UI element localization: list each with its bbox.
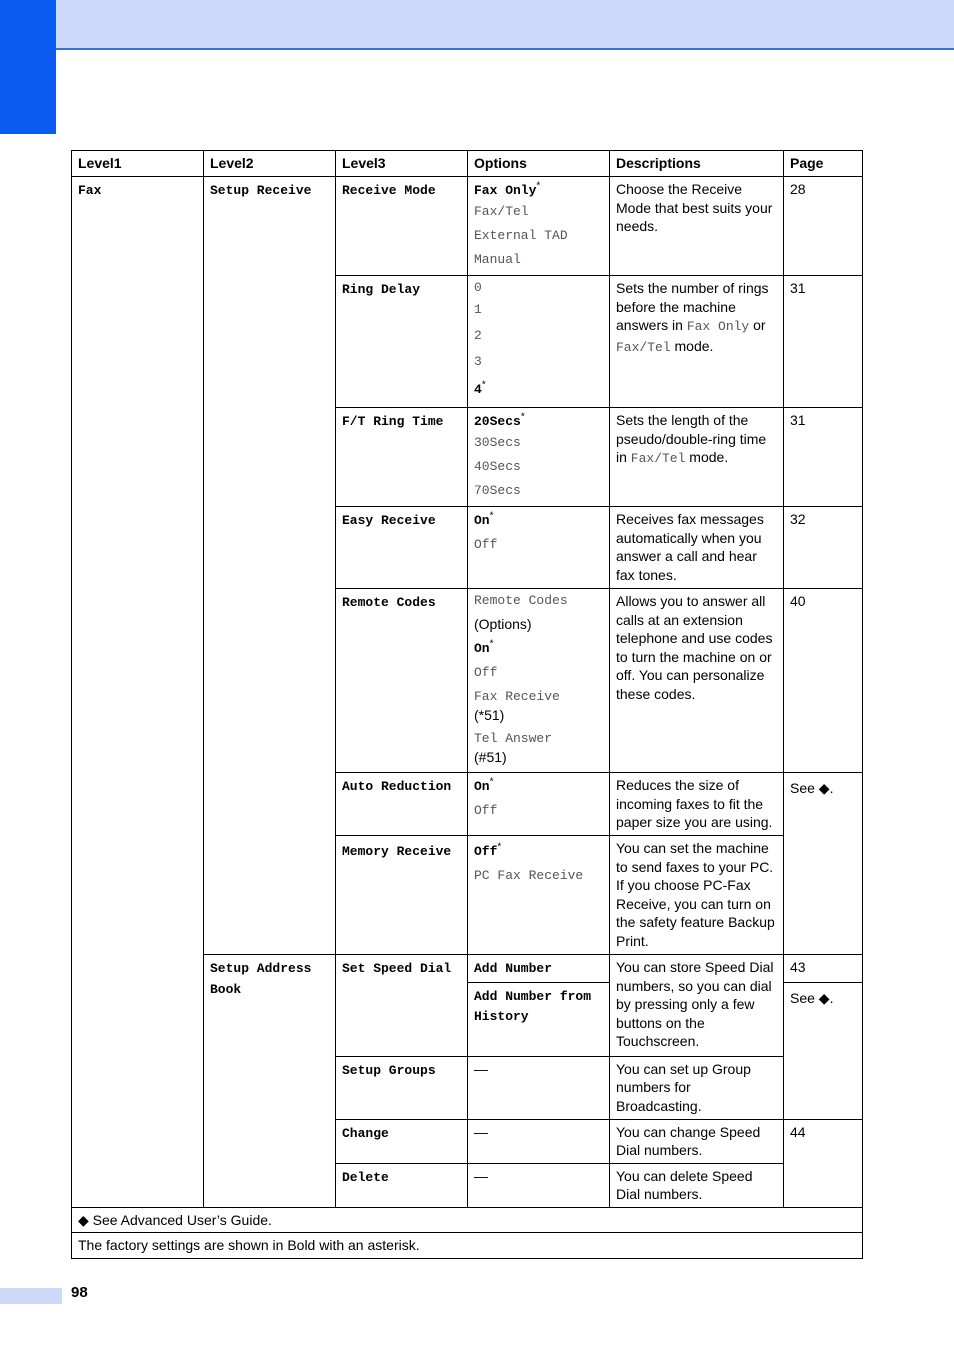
page-ref: 31 — [784, 276, 863, 408]
options-cell — [468, 408, 610, 507]
table-note-row — [72, 1233, 863, 1259]
option: Add Number — [474, 961, 553, 976]
level3-cell — [336, 276, 468, 408]
level2-setup-receive: Setup Receive — [210, 183, 312, 198]
page-ref: 28 — [784, 177, 863, 276]
level1-fax: Fax — [78, 183, 102, 198]
table-header-row — [72, 151, 863, 177]
header-level3: Level3 — [336, 151, 468, 177]
option-default: 4 — [474, 382, 482, 397]
options-cell — [468, 773, 610, 836]
level3-set-speed-dial: Set Speed Dial — [342, 961, 452, 976]
asterisk: * — [489, 510, 494, 522]
level2-cell — [204, 955, 336, 1208]
description: You can delete Speed Dial numbers. — [610, 1163, 784, 1207]
level3-receive-mode: Receive Mode — [342, 183, 436, 198]
header-descriptions: Descriptions — [610, 151, 784, 177]
option: 40Secs — [474, 459, 521, 474]
description: Choose the Receive Mode that best suits your needs. — [610, 177, 784, 276]
option: Off — [474, 803, 498, 818]
option: 30Secs — [474, 435, 521, 450]
level3-cell — [336, 1056, 468, 1119]
header-page: Page — [784, 151, 863, 177]
options-cell — [468, 276, 610, 408]
option-default: 20Secs — [474, 414, 521, 429]
asterisk: * — [497, 841, 502, 853]
page-ref: 44 — [784, 1119, 863, 1207]
asterisk: * — [489, 776, 494, 788]
option: 70Secs — [474, 483, 521, 498]
options-cell: — — [468, 1163, 610, 1207]
option: Remote Codes — [474, 593, 568, 608]
header-level2: Level2 — [204, 151, 336, 177]
header-band — [56, 0, 954, 50]
description: You can set up Group numbers for Broadcasting. — [610, 1056, 784, 1119]
level3-cell — [336, 955, 468, 1057]
level2-setup-address-book: Setup Address Book — [210, 961, 312, 997]
description: Allows you to answer all calls at an extension telephone and use codes to turn the machine on or off. You can personalize these codes. — [610, 589, 784, 773]
option: Off — [474, 537, 498, 552]
level3-delete: Delete — [342, 1169, 389, 1185]
options-cell: — — [468, 1119, 610, 1163]
chapter-tab — [0, 0, 56, 134]
option-default: On — [474, 779, 490, 794]
note-advanced-guide: ◆ See Advanced User’s Guide. — [72, 1207, 863, 1233]
table-note-row — [72, 1207, 863, 1233]
option: Tel Answer — [474, 731, 553, 746]
settings-table — [71, 150, 863, 1259]
option-default: Off — [474, 844, 498, 859]
description: You can change Speed Dial numbers. — [610, 1119, 784, 1163]
level3-cell — [336, 773, 468, 836]
page-number: 98 — [71, 1284, 88, 1301]
description: Sets the length of the pseudo/double-ring time in Fax/Tel mode. — [610, 408, 784, 507]
page-ref: 40 — [784, 589, 863, 773]
option: Off — [474, 665, 498, 680]
table-row — [72, 177, 863, 276]
note-factory-settings: The factory settings are shown in Bold with an asterisk. — [72, 1233, 863, 1259]
option-note: (*51) — [474, 707, 505, 723]
option-default: On — [474, 641, 490, 656]
option: PC Fax Receive — [474, 868, 584, 883]
option: External TAD — [474, 228, 568, 243]
options-cell — [468, 507, 610, 589]
options-cell — [468, 177, 610, 276]
level3-memory-receive: Memory Receive — [342, 844, 452, 859]
option-default: Fax Only — [474, 183, 537, 198]
level3-easy-receive: Easy Receive — [342, 513, 436, 528]
page-ref: See ◆. — [784, 982, 863, 1119]
option-note: (#51) — [474, 749, 507, 765]
option: 1 — [474, 302, 482, 317]
option: Manual — [474, 252, 521, 267]
level3-change: Change — [342, 1125, 389, 1141]
option-default: On — [474, 513, 490, 528]
asterisk: * — [520, 411, 525, 423]
level3-setup-groups: Setup Groups — [342, 1062, 436, 1078]
level3-auto-reduction: Auto Reduction — [342, 779, 452, 794]
level3-cell — [336, 589, 468, 773]
level3-cell — [336, 836, 468, 955]
options-cell — [468, 836, 610, 955]
header-level1: Level1 — [72, 151, 204, 177]
level3-ft-ring-time: F/T Ring Time — [342, 414, 444, 429]
option: 2 — [474, 328, 482, 343]
level3-cell — [336, 1119, 468, 1163]
page-ref: 32 — [784, 507, 863, 589]
level2-cell — [204, 177, 336, 955]
level3-cell — [336, 1163, 468, 1207]
options-cell: — — [468, 1056, 610, 1119]
description: Reduces the size of incoming faxes to fit the paper size you are using. — [610, 773, 784, 836]
asterisk: * — [489, 638, 494, 650]
header-options: Options — [468, 151, 610, 177]
level1-cell — [72, 177, 204, 1208]
level3-cell — [336, 408, 468, 507]
level3-remote-codes: Remote Codes — [342, 595, 436, 610]
options-cell — [468, 982, 610, 1056]
asterisk: * — [536, 180, 541, 192]
level3-ring-delay: Ring Delay — [342, 282, 421, 297]
option: Add Number from History — [474, 988, 592, 1024]
description: Receives fax messages automatically when you answer a call and hear fax tones. — [610, 507, 784, 589]
description: You can set the machine to send faxes to your PC. If you choose PC-Fax Receive, you can turn on the safety feature Backup Print. — [610, 836, 784, 955]
level3-cell — [336, 177, 468, 276]
asterisk: * — [481, 379, 486, 391]
option: Fax Receive — [474, 689, 560, 704]
option: 0 — [474, 280, 482, 295]
page-ref: 43 — [784, 955, 863, 983]
description: Sets the number of rings before the machine answers in Fax Only or Fax/Tel mode. — [610, 276, 784, 408]
description: You can store Speed Dial numbers, so you can dial by pressing only a few buttons on the Touchscreen. — [610, 955, 784, 1057]
options-cell — [468, 955, 610, 983]
page-ref: 31 — [784, 408, 863, 507]
option-note: (Options) — [474, 616, 532, 632]
options-cell — [468, 589, 610, 773]
footer-band — [0, 1288, 62, 1304]
level3-cell — [336, 507, 468, 589]
option: Fax/Tel — [474, 204, 529, 219]
option: 3 — [474, 354, 482, 369]
page-ref: See ◆. — [784, 773, 863, 955]
